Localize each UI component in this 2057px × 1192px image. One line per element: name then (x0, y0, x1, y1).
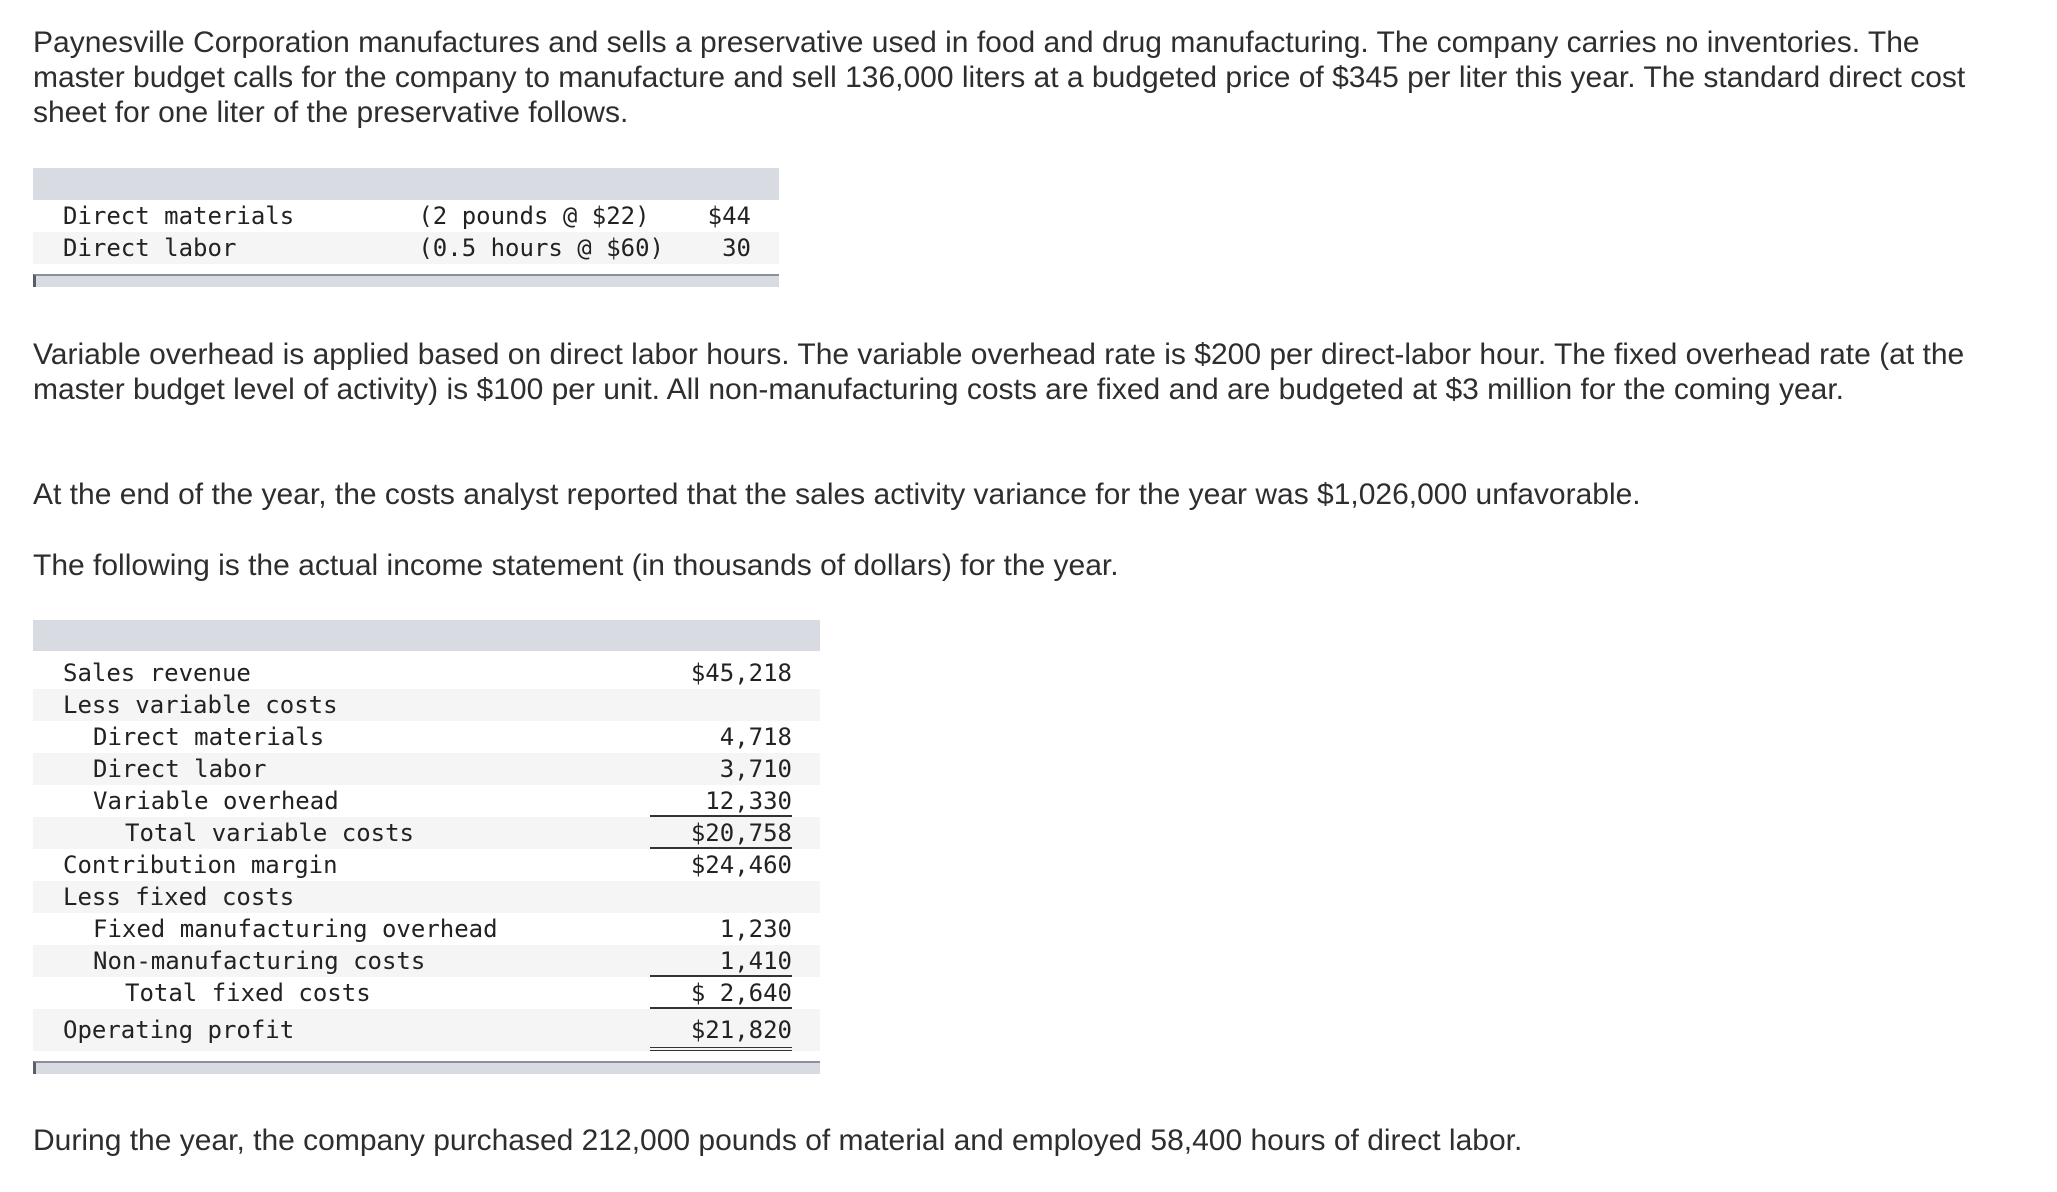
table-header-bar (33, 620, 820, 651)
row-label: Variable overhead (93, 787, 339, 815)
row-value (650, 689, 792, 721)
row-label: Operating profit (63, 1016, 295, 1044)
statement-intro-paragraph: The following is the actual income statement (in thousands of dollars) for the year. (33, 549, 1119, 582)
row-label: Sales revenue (63, 659, 251, 687)
table-row (33, 200, 779, 232)
row-value: $20,758 (650, 817, 792, 849)
row-value: 3,710 (719, 755, 792, 783)
table-row (33, 817, 820, 849)
row-label: Less fixed costs (63, 883, 295, 911)
table-row (33, 945, 820, 977)
row-value: 1,410 (650, 945, 792, 977)
table-header-bar (33, 168, 779, 200)
table-row (33, 913, 820, 945)
row-value: $24,460 (690, 851, 792, 879)
table-row (33, 881, 820, 913)
row-detail: (0.5 hours @ $60) (418, 234, 664, 262)
row-amount: $44 (707, 202, 751, 230)
row-value: $ 2,640 (650, 977, 792, 1009)
table-row (33, 849, 820, 881)
overhead-paragraph: Variable overhead is applied based on direct labor hours. The variable overhead rate is $200 per direct-labor hour. The fixed overhead rate (at the master budget level of activity) is $100 per unit. All non-manufacturing costs are fixed and are budgeted at $3 million for the coming year. (33, 338, 1965, 406)
row-label: Contribution margin (63, 851, 338, 879)
row-label: Total fixed costs (125, 979, 371, 1007)
table-row (33, 721, 820, 753)
row-label: Less variable costs (63, 691, 338, 719)
table-row (33, 785, 820, 817)
row-label: Direct labor (93, 755, 267, 783)
row-value: $21,820 (650, 1009, 792, 1051)
table-row (33, 657, 820, 689)
variance-paragraph: At the end of the year, the costs analyst reported that the sales activity variance for the year was $1,026,000 unfavorable. (33, 478, 1641, 511)
table-footer-bar (33, 1061, 820, 1074)
table-row (33, 1009, 820, 1051)
income-statement-table (33, 620, 820, 1074)
standard-cost-table (33, 168, 779, 287)
row-value: 4,718 (719, 723, 792, 751)
closing-paragraph: During the year, the company purchased 212,000 pounds of material and employed 58,400 hours of direct labor. (33, 1124, 1523, 1157)
row-value: $45,218 (690, 659, 792, 687)
table-row (33, 977, 820, 1009)
row-label: Total variable costs (125, 819, 414, 847)
row-label: Direct materials (93, 723, 325, 751)
table-row (33, 232, 779, 264)
table-row (33, 689, 820, 721)
row-value: 1,230 (719, 915, 792, 943)
row-item: Direct materials (63, 202, 295, 230)
row-item: Direct labor (63, 234, 237, 262)
row-amount: 30 (722, 234, 751, 262)
row-value: 12,330 (650, 785, 792, 817)
row-label: Fixed manufacturing overhead (93, 915, 498, 943)
intro-paragraph: Paynesville Corporation manufactures and sells a preservative used in food and drug manufacturing. The company carries no inventories. The master budget calls for the company to manufacture and sell 136,000 liters at a budgeted price of $345 per liter this year. The standard direct cost sheet for one liter of the preservative follows. (33, 26, 1966, 129)
table-footer-bar (33, 274, 779, 287)
row-label: Non-manufacturing costs (93, 947, 426, 975)
table-row (33, 753, 820, 785)
row-detail: (2 pounds @ $22) (418, 202, 664, 230)
row-value (650, 881, 792, 913)
